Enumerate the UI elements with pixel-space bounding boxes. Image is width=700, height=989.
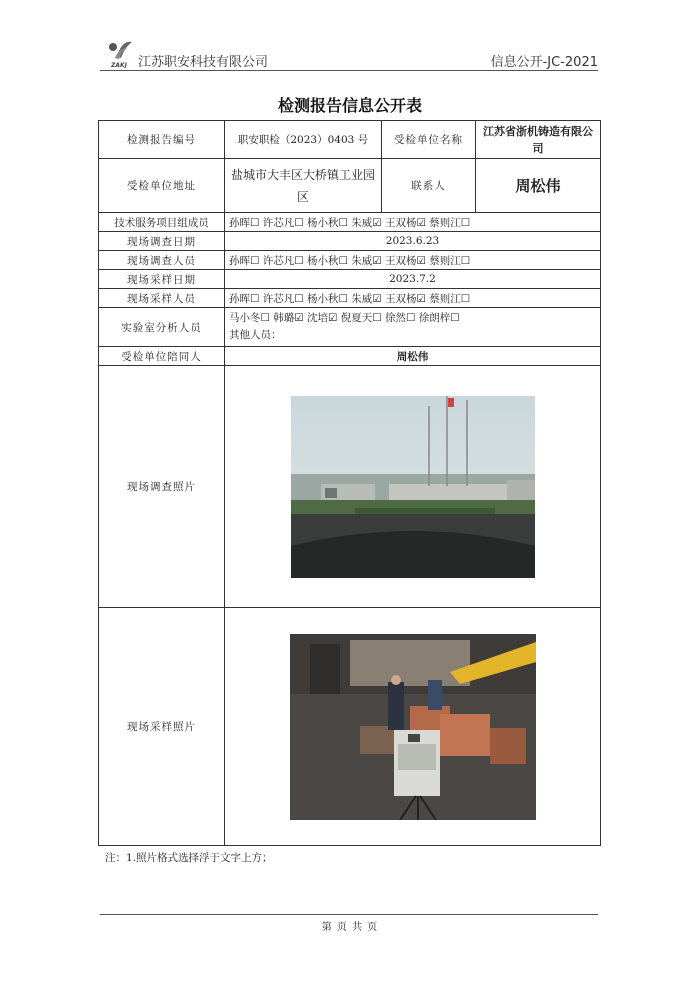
sampling-staff-value: 孙晖☐ 许芯凡☐ 杨小秋☐ 朱威☑ 王双杨☑ 蔡则江☐ [225,289,601,308]
table-row [99,366,601,608]
survey-date-label: 现场调查日期 [99,232,225,251]
survey-photo-label: 现场调查照片 [99,366,225,608]
client-name-label: 受检单位名称 [382,121,476,159]
survey-photo-cell [225,366,601,608]
table-row [99,308,601,347]
survey-staff-label: 现场调查人员 [99,251,225,270]
sampling-date-value: 2023.7.2 [225,270,601,289]
table-row [99,347,601,366]
report-no-value: 职安职检（2023）0403 号 [225,121,382,159]
table-row [99,121,601,159]
survey-photo [291,396,535,578]
company-name: 江苏职安科技有限公司 [138,55,269,70]
lab-label: 实验室分析人员 [99,308,225,347]
table-row [99,159,601,213]
table-row [99,289,601,308]
report-info-table [98,120,601,846]
table-row [99,270,601,289]
escort-label: 受检单位陪同人 [99,347,225,366]
footnote: 注：1.照片格式选择浮于文字上方； [105,852,273,864]
survey-staff-value: 孙晖☐ 许芯凡☐ 杨小秋☐ 朱威☑ 王双杨☑ 蔡则江☐ [225,251,601,270]
team-label: 技术服务项目组成员 [99,213,225,232]
escort-value: 周松伟 [225,347,601,366]
team-value: 孙晖☐ 许芯凡☐ 杨小秋☐ 朱威☑ 王双杨☑ 蔡则江☐ [225,213,601,232]
table-row [99,232,601,251]
lab-staff-line: 马小冬☐ 韩璐☑ 沈培☑ 倪夏天☐ 徐然☐ 徐朗梓☐ [229,312,460,324]
lab-other-line: 其他人员： [229,329,282,341]
contact-value: 周松伟 [476,159,601,213]
footer-divider [100,914,598,915]
sampling-photo-label: 现场采样照片 [99,608,225,846]
lab-value [225,308,601,347]
sampling-staff-label: 现场采样人员 [99,289,225,308]
table-row [99,251,601,270]
contact-label: 联系人 [382,159,476,213]
address-value: 盐城市大丰区大桥镇工业园区 [225,159,382,213]
sampling-photo [290,634,536,820]
table-row [99,608,601,846]
report-no-label: 检测报告编号 [99,121,225,159]
survey-date-value: 2023.6.23 [225,232,601,251]
client-name-value: 江苏省浙机铸造有限公司 [476,121,601,159]
page-header [100,38,598,71]
svg-text:ZAKJ: ZAKJ [111,62,127,68]
address-label: 受检单位地址 [99,159,225,213]
document-number: 信息公开-JC-2021 [490,55,598,70]
page-number: 第 页 共 页 [321,922,379,933]
table-row [99,213,601,232]
company-logo-icon [105,38,135,68]
sampling-date-label: 现场采样日期 [99,270,225,289]
sampling-photo-cell [225,608,601,846]
page-title: 检测报告信息公开表 [277,96,422,115]
